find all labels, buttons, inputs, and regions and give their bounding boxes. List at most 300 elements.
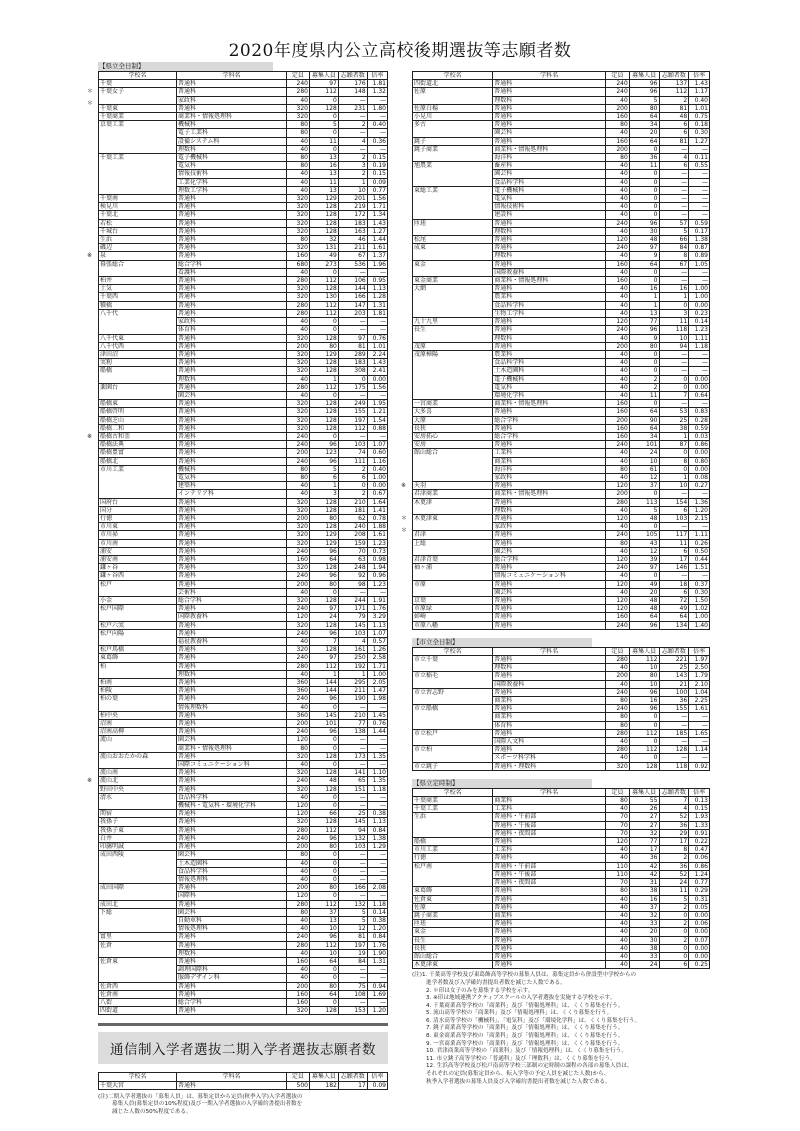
school-name-cell: 我孫子 xyxy=(99,818,177,826)
capacity-cell: 160 xyxy=(606,277,630,285)
applicant-count-cell: 146 xyxy=(659,564,689,572)
capacity-cell: 320 xyxy=(286,203,309,211)
capacity-cell: 40 xyxy=(286,145,309,153)
department-cell: 商業科・情報処理科 xyxy=(493,277,606,285)
applicant-count-cell: 210 xyxy=(338,711,367,719)
department-cell: 普通科 xyxy=(177,711,287,719)
school-name-text: 木更津東 xyxy=(414,514,439,522)
school-name-cell: 千葉工業 xyxy=(413,805,493,813)
ratio-cell: 1.00 xyxy=(367,473,387,481)
applicant-count-cell: 81 xyxy=(659,137,689,145)
school-name-cell: 国府台 xyxy=(99,498,177,506)
department-cell: 普通科 xyxy=(177,580,287,588)
ratio-cell: 1.94 xyxy=(367,564,387,572)
applicant-count-cell: 4 xyxy=(659,154,689,162)
recruit-count-cell: 80 xyxy=(309,884,338,892)
table-row xyxy=(99,457,388,465)
recruit-count-cell: 0 xyxy=(629,367,659,375)
school-name-cell: 市立銚子 xyxy=(413,762,493,770)
recruit-count-cell: 128 xyxy=(309,219,338,227)
table-row xyxy=(99,941,388,949)
department-cell: 理数科 xyxy=(493,334,606,342)
ratio-cell: 1.07 xyxy=(367,629,387,637)
ratio-cell: 1.61 xyxy=(689,705,710,713)
recruit-count-cell: 144 xyxy=(309,687,338,695)
ratio-cell: — xyxy=(689,178,710,186)
department-cell: 普通科 xyxy=(177,843,287,851)
table-prefectural-fulltime-right xyxy=(401,71,710,630)
capacity-cell: 240 xyxy=(606,80,630,88)
school-name-cell: 白井 xyxy=(99,834,177,842)
capacity-cell: 200 xyxy=(286,982,309,990)
applicant-count-cell: — xyxy=(338,966,367,974)
recruit-count-cell: 128 xyxy=(309,769,338,777)
ratio-cell: — xyxy=(367,998,387,1006)
department-cell: 商業科 xyxy=(493,797,606,805)
recruit-count-cell: 7 xyxy=(309,638,338,646)
capacity-cell: 40 xyxy=(606,903,630,911)
table-row xyxy=(413,80,710,88)
recruit-count-cell: 96 xyxy=(309,695,338,703)
capacity-cell: 40 xyxy=(606,911,630,919)
school-name-cell xyxy=(413,268,493,276)
department-cell: 商業科・情報処理科 xyxy=(177,744,287,752)
table-prefectural-parttime xyxy=(412,788,710,969)
recruit-count-cell: 42 xyxy=(629,870,659,878)
table-row xyxy=(99,572,388,580)
footnote-line: 3. ※印は地域連携アクティブスクールの入学者選抜を実施する学校を示す。 xyxy=(426,995,616,1002)
table-row xyxy=(99,113,388,121)
applicant-count-cell: 2 xyxy=(659,854,689,862)
table-row xyxy=(413,244,710,252)
capacity-cell: 40 xyxy=(286,268,309,276)
school-name-cell: 市立稲毛 xyxy=(413,672,493,680)
table-row xyxy=(413,672,710,680)
ratio-cell: 0.30 xyxy=(689,588,710,596)
table-row xyxy=(413,334,710,342)
table-row xyxy=(99,490,388,498)
recruit-count-cell: 10 xyxy=(629,680,659,688)
school-name-cell: 市立松戸 xyxy=(413,729,493,737)
ratio-cell: 1.38 xyxy=(689,236,710,244)
school-name-cell: 鎌ヶ谷西 xyxy=(99,572,177,580)
ratio-cell: 1.64 xyxy=(367,498,387,506)
note-line: 募集人員(募集定員の10%程度)及び一期入学者選抜の入学確約書提出者数を xyxy=(112,1101,303,1108)
school-name-cell: 実籾 xyxy=(99,359,177,367)
department-cell: 普通科 xyxy=(493,564,606,572)
table-row xyxy=(99,227,388,235)
capacity-cell: 40 xyxy=(286,96,309,104)
recruit-count-cell: 38 xyxy=(629,944,659,952)
department-cell: 食品科学科 xyxy=(493,301,606,309)
capacity-cell: 200 xyxy=(286,720,309,728)
recruit-count-cell: 90 xyxy=(629,416,659,424)
department-cell: 普通科・理数科 xyxy=(493,762,606,770)
ratio-cell: — xyxy=(367,432,387,440)
recruit-count-cell: 66 xyxy=(309,810,338,818)
ratio-cell: 1.80 xyxy=(367,104,387,112)
applicant-count-cell: 0 xyxy=(659,944,689,952)
school-name-cell: 市立柏 xyxy=(413,746,493,754)
ratio-cell: 1.02 xyxy=(689,605,710,613)
school-name-cell: 東総工業 xyxy=(413,186,493,194)
capacity-cell: 320 xyxy=(286,597,309,605)
table-row xyxy=(413,236,710,244)
applicant-count-cell: — xyxy=(659,754,689,762)
school-marker: ※ xyxy=(401,482,407,490)
applicant-count-cell: 8 xyxy=(659,252,689,260)
footnote-line: 12. 生浜高等学校及び松戸南高等学校三部制の定時制の課程の各部の募集人員は、 xyxy=(426,1063,633,1070)
footnote-line: 7. 銚子商業高等学校の「商業科」及び「情報処理科」は、くくり募集を行う。 xyxy=(426,1025,624,1032)
school-name-cell xyxy=(413,879,493,887)
table-row xyxy=(99,154,388,162)
department-cell: 商業科・情報処理科 xyxy=(493,490,606,498)
applicant-count-cell: 211 xyxy=(338,244,367,252)
ratio-cell: — xyxy=(367,113,387,121)
divider xyxy=(98,1023,388,1026)
applicant-count-cell: 308 xyxy=(338,367,367,375)
recruit-count-cell: 128 xyxy=(309,498,338,506)
applicant-count-cell: 176 xyxy=(338,80,367,88)
school-name-cell xyxy=(413,309,493,317)
applicant-count-cell: 25 xyxy=(659,416,689,424)
ratio-cell: 1.71 xyxy=(367,203,387,211)
school-name-cell xyxy=(413,457,493,465)
ratio-cell: 1.76 xyxy=(367,941,387,949)
capacity-cell: 40 xyxy=(606,96,630,104)
applicant-count-cell: 166 xyxy=(338,884,367,892)
department-cell: 普通科 xyxy=(177,654,287,662)
ratio-cell: 0.31 xyxy=(689,895,710,903)
department-cell: 普通科 xyxy=(493,597,606,605)
capacity-cell: 160 xyxy=(606,424,630,432)
recruit-count-cell: 96 xyxy=(309,933,338,941)
ratio-cell: — xyxy=(367,859,387,867)
school-name-cell: 館山総合 xyxy=(413,449,493,457)
capacity-cell: 40 xyxy=(606,367,630,375)
department-cell: 普通科 xyxy=(493,903,606,911)
capacity-cell: 40 xyxy=(286,974,309,982)
recruit-count-cell: 128 xyxy=(309,424,338,432)
applicant-count-cell: 0 xyxy=(659,383,689,391)
applicant-count-cell: 172 xyxy=(338,211,367,219)
ratio-cell: 0.47 xyxy=(689,846,710,854)
table-header-row xyxy=(413,647,710,655)
applicant-count-cell: 3 xyxy=(338,162,367,170)
capacity-cell: 40 xyxy=(606,301,630,309)
table-row xyxy=(413,137,710,145)
recruit-count-cell: 101 xyxy=(629,441,659,449)
department-cell: 芸術科 xyxy=(177,588,287,596)
recruit-count-cell: 128 xyxy=(309,400,338,408)
capacity-cell: 320 xyxy=(286,219,309,227)
capacity-cell: 40 xyxy=(606,895,630,903)
capacity-cell: 120 xyxy=(286,802,309,810)
capacity-cell: 40 xyxy=(606,928,630,936)
school-name-cell xyxy=(413,713,493,721)
recruit-count-cell: 13 xyxy=(309,170,338,178)
school-name-cell: 佐倉東 xyxy=(99,957,177,965)
applicant-count-cell: 6 xyxy=(659,588,689,596)
recruit-count-cell: 131 xyxy=(309,244,338,252)
recruit-count-cell: 32 xyxy=(629,829,659,837)
ratio-cell: 0.29 xyxy=(689,887,710,895)
department-cell: 電気科 xyxy=(493,383,606,391)
department-cell: 総合学科 xyxy=(493,555,606,563)
ratio-cell: 1.23 xyxy=(367,539,387,547)
applicant-count-cell: — xyxy=(659,523,689,531)
applicant-count-cell: 7 xyxy=(659,391,689,399)
table-row xyxy=(413,195,710,203)
table-row xyxy=(413,498,710,506)
department-cell: 普通科 xyxy=(493,920,606,928)
table-row xyxy=(413,400,710,408)
capacity-cell: 240 xyxy=(286,777,309,785)
footnote-line: 11. 市立銚子高等学校の「普通科」及び「理数科」は、くくり募集を行う。 xyxy=(426,1055,616,1062)
footnote-line: 4. 千葉商業高等学校の「商業科」及び「情報処理科」は、くくり募集を行う。 xyxy=(426,1002,624,1009)
school-name-cell: 千葉商業 xyxy=(413,797,493,805)
school-name-cell: 野田中央 xyxy=(99,785,177,793)
department-cell: 普通科 xyxy=(493,236,606,244)
ratio-cell: 1.16 xyxy=(367,457,387,465)
department-cell: 普通科 xyxy=(493,80,606,88)
recruit-count-cell: 64 xyxy=(309,555,338,563)
ratio-cell: 0.91 xyxy=(689,829,710,837)
ratio-cell: 0.30 xyxy=(689,129,710,137)
department-cell: 理数科 xyxy=(493,506,606,514)
applicant-count-cell: — xyxy=(659,170,689,178)
applicant-count-cell: 2 xyxy=(659,903,689,911)
school-name-cell xyxy=(413,680,493,688)
applicant-count-cell: — xyxy=(338,96,367,104)
applicant-count-cell: 166 xyxy=(338,293,367,301)
applicant-count-cell: 295 xyxy=(338,679,367,687)
table-row xyxy=(413,268,710,276)
school-name-cell xyxy=(413,154,493,162)
section-label-prefectural-fulltime: 【県立全日制】 xyxy=(98,62,273,71)
school-name-cell xyxy=(99,482,177,490)
capacity-cell: 320 xyxy=(286,227,309,235)
department-cell: 総合学科 xyxy=(493,432,606,440)
school-name-cell xyxy=(99,875,177,883)
school-name-cell xyxy=(413,465,493,473)
capacity-cell: 40 xyxy=(286,703,309,711)
capacity-cell: 120 xyxy=(606,838,630,846)
ratio-cell: 1.17 xyxy=(689,88,710,96)
school-name-cell: 柏中央 xyxy=(99,711,177,719)
recruit-count-cell: 12 xyxy=(629,547,659,555)
applicant-count-cell: — xyxy=(659,203,689,211)
department-cell: 普通科 xyxy=(177,629,287,637)
recruit-count-cell: 49 xyxy=(629,580,659,588)
school-name-cell xyxy=(413,391,493,399)
recruit-count-cell: 80 xyxy=(309,342,338,350)
recruit-count-cell: 0 xyxy=(309,761,338,769)
ratio-cell: 0.36 xyxy=(367,137,387,145)
school-name-cell: 市立船橋 xyxy=(413,705,493,713)
applicant-count-cell: 72 xyxy=(659,597,689,605)
table-row xyxy=(413,473,710,481)
capacity-cell: 40 xyxy=(606,506,630,514)
school-name-cell xyxy=(413,664,493,672)
department-cell: 普通科 xyxy=(177,884,287,892)
capacity-cell: 40 xyxy=(606,588,630,596)
ratio-cell: 0.94 xyxy=(367,982,387,990)
applicant-count-cell: 81 xyxy=(338,933,367,941)
table-row xyxy=(99,482,388,490)
applicant-count-cell: 0 xyxy=(338,375,367,383)
table-row xyxy=(413,186,710,194)
school-name-cell: 生浜 xyxy=(99,236,177,244)
department-cell: 普通科 xyxy=(177,277,287,285)
recruit-count-cell: 13 xyxy=(309,186,338,194)
school-name-cell: 船橋北 xyxy=(99,457,177,465)
recruit-count-cell: 1 xyxy=(629,293,659,301)
school-name-cell: 八街 xyxy=(99,998,177,1006)
capacity-cell: 40 xyxy=(606,350,630,358)
recruit-count-cell: 0 xyxy=(309,892,338,900)
capacity-cell: 320 xyxy=(286,498,309,506)
applicant-count-cell: 5 xyxy=(659,895,689,903)
school-name-cell: 八千代東 xyxy=(99,334,177,342)
ratio-cell: — xyxy=(367,744,387,752)
table-row xyxy=(413,441,710,449)
table-row xyxy=(99,826,388,834)
recruit-count-cell: 34 xyxy=(629,432,659,440)
capacity-cell: 40 xyxy=(286,326,309,334)
applicant-count-cell: 118 xyxy=(659,762,689,770)
ratio-cell: — xyxy=(689,145,710,153)
table-row xyxy=(413,432,710,440)
capacity-cell: 320 xyxy=(286,424,309,432)
department-cell: 普通科 xyxy=(177,457,287,465)
school-marker: ＊ xyxy=(87,100,94,108)
applicant-count-cell: 5 xyxy=(659,227,689,235)
applicant-count-cell: 171 xyxy=(338,605,367,613)
recruit-count-cell: 0 xyxy=(309,859,338,867)
capacity-cell: 70 xyxy=(606,829,630,837)
ratio-cell: 0.83 xyxy=(689,408,710,416)
department-cell: 普通科 xyxy=(177,400,287,408)
table-row xyxy=(413,605,710,613)
note-line: 減じた人数の50%程度である。 xyxy=(112,1108,192,1115)
capacity-cell: 40 xyxy=(606,473,630,481)
capacity-cell: 200 xyxy=(606,145,630,153)
capacity-cell: 280 xyxy=(606,729,630,737)
recruit-count-cell: 112 xyxy=(309,826,338,834)
department-cell: 機械科 xyxy=(177,465,287,473)
recruit-count-cell: 9 xyxy=(629,252,659,260)
capacity-cell: 240 xyxy=(286,654,309,662)
recruit-count-cell: 64 xyxy=(629,113,659,121)
school-name-cell: 松戸国際 xyxy=(99,605,177,613)
school-name-cell xyxy=(99,318,177,326)
ratio-cell: — xyxy=(367,145,387,153)
recruit-count-cell: 20 xyxy=(629,129,659,137)
department-cell: 国際教養科 xyxy=(493,680,606,688)
recruit-count-cell: 12 xyxy=(629,473,659,481)
ratio-cell: 1.34 xyxy=(367,211,387,219)
applicant-count-cell: 6 xyxy=(338,473,367,481)
capacity-cell: 120 xyxy=(606,318,630,326)
applicant-count-cell: 6 xyxy=(659,547,689,555)
capacity-cell: 320 xyxy=(286,104,309,112)
school-name-cell xyxy=(99,391,177,399)
column-header: 学科名 xyxy=(493,72,606,80)
capacity-cell: 40 xyxy=(286,875,309,883)
capacity-cell: 200 xyxy=(286,342,309,350)
department-cell: 自動車科 xyxy=(177,916,287,924)
applicant-count-cell: 52 xyxy=(659,813,689,821)
applicant-count-cell: 2 xyxy=(659,936,689,944)
table-row xyxy=(413,309,710,317)
school-name-cell xyxy=(413,870,493,878)
ratio-cell: — xyxy=(689,490,710,498)
school-name-cell: 東金商業 xyxy=(413,277,493,285)
recruit-count-cell: 13 xyxy=(309,154,338,162)
applicant-count-cell: 203 xyxy=(338,309,367,317)
page-title: 2020年度県内公立高校後期選抜等志願者数 xyxy=(228,41,572,61)
ratio-cell: 1.18 xyxy=(367,900,387,908)
recruit-count-cell: 27 xyxy=(629,821,659,829)
department-cell: 普通科 xyxy=(177,432,287,440)
ratio-cell: — xyxy=(689,754,710,762)
ratio-cell: 0.50 xyxy=(689,547,710,555)
department-cell: 機械科 xyxy=(177,121,287,129)
school-name-cell: 四街道 xyxy=(99,1007,177,1015)
school-name-cell xyxy=(413,721,493,729)
capacity-cell: 320 xyxy=(286,285,309,293)
recruit-count-cell: 96 xyxy=(629,621,659,629)
recruit-count-cell: 97 xyxy=(629,244,659,252)
table-row xyxy=(99,449,388,457)
applicant-count-cell: — xyxy=(338,974,367,982)
capacity-cell: 320 xyxy=(286,539,309,547)
table-row xyxy=(99,244,388,252)
school-name-cell: 千葉工業 xyxy=(99,154,177,162)
department-cell: 普通科 xyxy=(177,342,287,350)
department-cell: 普通科 xyxy=(177,720,287,728)
capacity-cell: 280 xyxy=(606,656,630,664)
ratio-cell: 0.77 xyxy=(367,186,387,194)
capacity-cell: 240 xyxy=(606,326,630,334)
ratio-cell: 0.86 xyxy=(689,441,710,449)
table-row xyxy=(413,326,710,334)
recruit-count-cell: 0 xyxy=(309,966,338,974)
department-cell: 普通科 xyxy=(493,705,606,713)
table-row xyxy=(413,523,710,531)
table-row xyxy=(99,990,388,998)
ratio-cell: 0.84 xyxy=(367,933,387,941)
department-cell: 食品科学科 xyxy=(493,359,606,367)
school-marker: ※ xyxy=(87,777,93,785)
footnote-line: 8. 東金商業高等学校の「商業科」及び「情報処理科」は、くくり募集を行う。 xyxy=(426,1033,624,1040)
recruit-count-cell: 129 xyxy=(309,531,338,539)
ratio-cell: — xyxy=(689,572,710,580)
ratio-cell: 1.00 xyxy=(689,293,710,301)
capacity-cell: 240 xyxy=(606,688,630,696)
applicant-count-cell: 10 xyxy=(659,482,689,490)
ratio-cell: 1.35 xyxy=(367,777,387,785)
school-name-cell xyxy=(413,821,493,829)
applicant-count-cell: — xyxy=(338,761,367,769)
department-cell: 普通科 xyxy=(177,547,287,555)
capacity-cell: 110 xyxy=(606,870,630,878)
table-row xyxy=(99,638,388,646)
capacity-cell: 40 xyxy=(606,944,630,952)
capacity-cell: 120 xyxy=(606,597,630,605)
ratio-cell: 1.13 xyxy=(367,818,387,826)
